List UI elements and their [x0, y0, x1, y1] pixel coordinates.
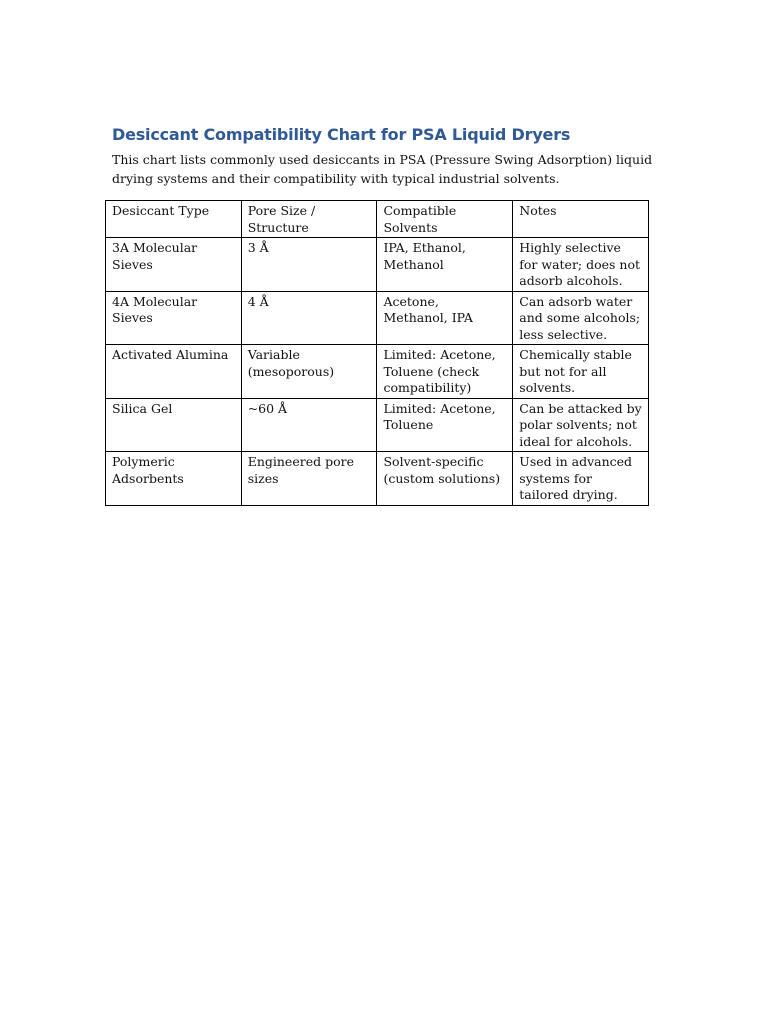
- table-row: [106, 238, 649, 292]
- cell-pore-size: Engineered pore sizes: [241, 452, 377, 506]
- cell-pore-size: 3 Å: [241, 238, 377, 292]
- cell-compatible-solvents: Acetone, Methanol, IPA: [377, 291, 513, 345]
- document-title: Desiccant Compatibility Chart for PSA Liquid Dryers: [112, 125, 571, 144]
- cell-desiccant-type: Polymeric Adsorbents: [106, 452, 242, 506]
- cell-notes: Chemically stable but not for all solvents.: [513, 345, 649, 399]
- cell-compatible-solvents: Limited: Acetone, Toluene: [377, 398, 513, 452]
- header-notes: Notes: [513, 201, 649, 238]
- document-body: [112, 124, 672, 188]
- header-compatible-solvents: Compatible Solvents: [377, 201, 513, 238]
- header-pore-size: Pore Size / Structure: [241, 201, 377, 238]
- table-row: [106, 452, 649, 506]
- cell-desiccant-type: 4A Molecular Sieves: [106, 291, 242, 345]
- table-row: [106, 398, 649, 452]
- cell-desiccant-type: Silica Gel: [106, 398, 242, 452]
- header-desiccant-type: Desiccant Type: [106, 201, 242, 238]
- cell-pore-size: 4 Å: [241, 291, 377, 345]
- cell-desiccant-type: Activated Alumina: [106, 345, 242, 399]
- cell-notes: Can adsorb water and some alcohols; less selective.: [513, 291, 649, 345]
- table-row: [106, 345, 649, 399]
- cell-pore-size: Variable (mesoporous): [241, 345, 377, 399]
- cell-pore-size: ~60 Å: [241, 398, 377, 452]
- cell-notes: Can be attacked by polar solvents; not ideal for alcohols.: [513, 398, 649, 452]
- intro-paragraph: This chart lists commonly used desiccants in PSA (Pressure Swing Adsorption) liquid drying systems and their compatibility with typical industrial solvents.: [112, 152, 653, 186]
- cell-compatible-solvents: Solvent-specific (custom solutions): [377, 452, 513, 506]
- table-header-row: [106, 201, 649, 238]
- cell-notes: Used in advanced systems for tailored drying.: [513, 452, 649, 506]
- cell-desiccant-type: 3A Molecular Sieves: [106, 238, 242, 292]
- desiccant-table: [105, 200, 649, 506]
- cell-compatible-solvents: Limited: Acetone, Toluene (check compatibility): [377, 345, 513, 399]
- cell-compatible-solvents: IPA, Ethanol, Methanol: [377, 238, 513, 292]
- table-row: [106, 291, 649, 345]
- cell-notes: Highly selective for water; does not adsorb alcohols.: [513, 238, 649, 292]
